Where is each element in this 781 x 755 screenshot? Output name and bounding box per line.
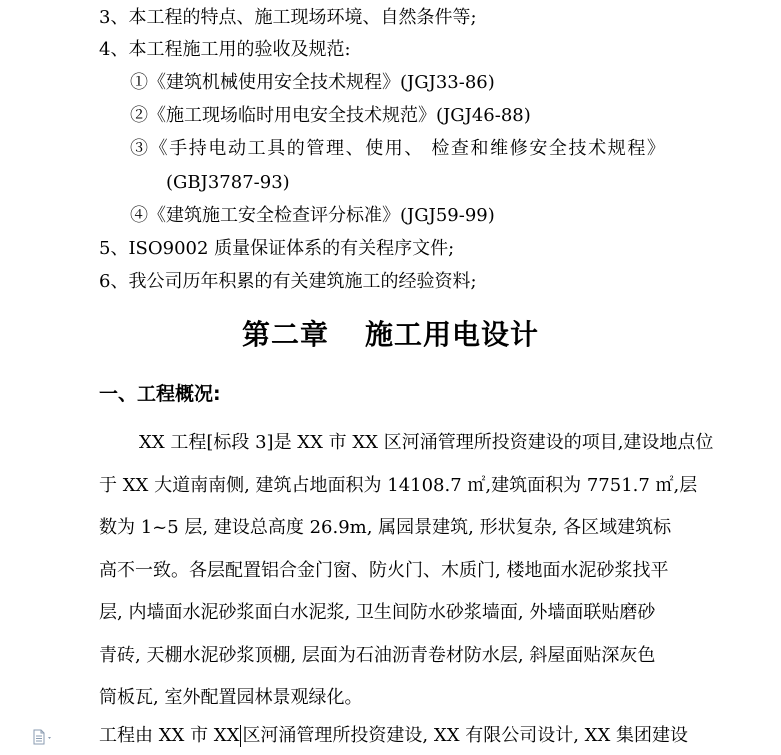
- overview-line-1: XX 工程[标段 3]是 XX 市 XX 区河涌管理所投资建设的项目,建设地点位: [139, 432, 714, 453]
- list-item-6: 6、我公司历年积累的有关建筑施工的经验资料;: [99, 271, 477, 292]
- chapter-title: [0, 318, 781, 352]
- spec-item-4: ④《建筑施工安全检查评分标准》(JGJ59-99): [130, 205, 495, 226]
- overview-line-2: 于 XX 大道南南侧, 建筑占地面积为 14108.7 ㎡,建筑面积为 7751.7 ㎡,层: [99, 475, 698, 496]
- chapter-number: 第二章: [241, 318, 329, 351]
- overview-line-5: 层, 内墙面水泥砂浆面白水泥浆, 卫生间防水砂浆墙面, 外墙面联贴磨砂: [99, 602, 656, 623]
- overview-line-4: 高不一致。各层配置铝合金门窗、防火门、木质门, 楼地面水泥砂浆找平: [99, 560, 669, 581]
- spec-item-3: ③《手持电动工具的管理、使用、 检查和维修安全技术规程》: [130, 138, 667, 159]
- chapter-name: 施工用电设计: [365, 318, 540, 351]
- spec-item-1: ①《建筑机械使用安全技术规程》(JGJ33-86): [130, 72, 495, 93]
- list-item-5: 5、ISO9002 质量保证体系的有关程序文件;: [99, 238, 455, 259]
- overview-line-6: 青砖, 天棚水泥砂浆顶棚, 层面为石油沥青卷材防水层, 斜屋面贴深灰色: [99, 645, 656, 666]
- overview-line-8[interactable]: [99, 724, 711, 748]
- overview-line-3: 数为 1~5 层, 建设总高度 26.9m, 属园景建筑, 形状复杂, 各区域建筑标: [99, 517, 672, 538]
- spec-item-2: ②《施工现场临时用电安全技术规范》(JGJ46-88): [130, 105, 531, 126]
- list-item-3: 3、本工程的特点、施工现场环境、自然条件等;: [99, 7, 477, 28]
- spec-item-3-code: (GBJ3787-93): [166, 172, 290, 193]
- document-icon[interactable]: [32, 729, 56, 745]
- list-item-4: 4、本工程施工用的验收及规范:: [99, 39, 351, 60]
- overview-line-7: 筒板瓦, 室外配置园林景观绿化。: [99, 687, 363, 708]
- overview-line-8-start: 工程由 XX 市 XX: [99, 725, 240, 746]
- section-heading: 一、工程概况:: [99, 383, 221, 405]
- overview-line-8-end: 区河涌管理所投资建设, XX 有限公司设计, XX 集团建设: [242, 725, 689, 746]
